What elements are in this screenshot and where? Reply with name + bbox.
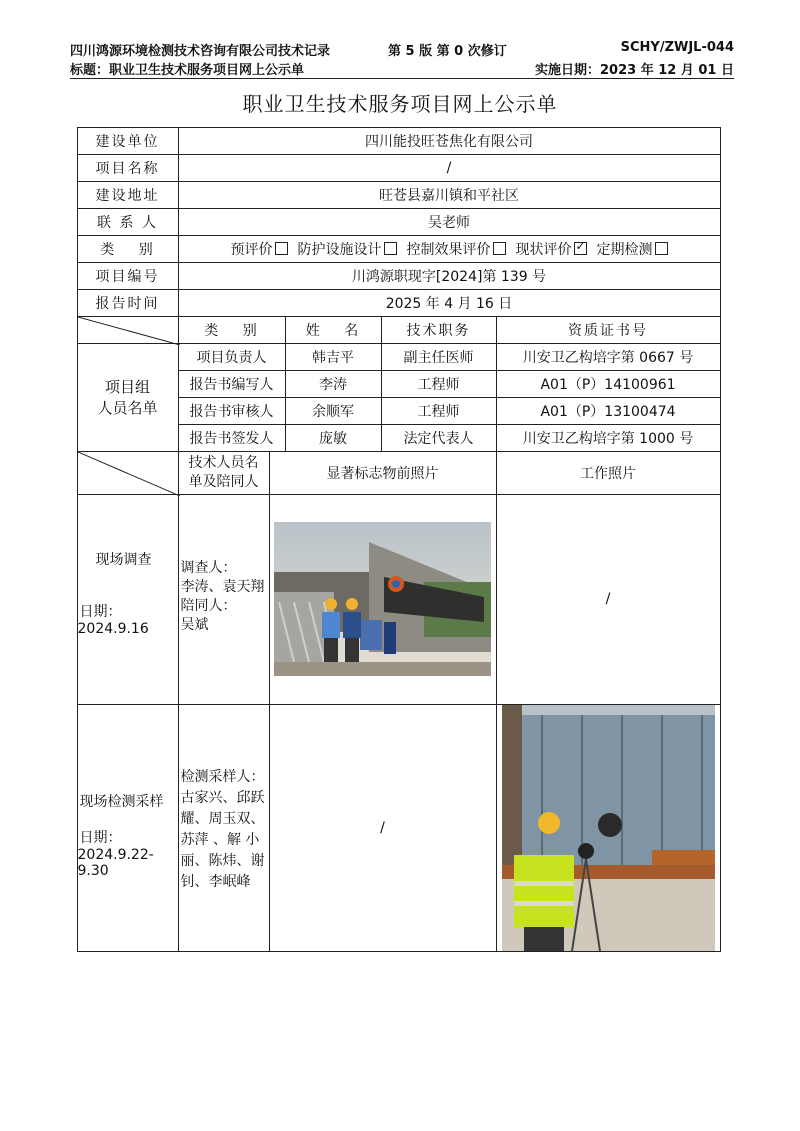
team-header-blank xyxy=(77,316,179,344)
survey-landmark-cell xyxy=(269,494,497,705)
type-options xyxy=(178,235,721,263)
member-cert: 川安卫乙构培字第 0667 号 xyxy=(496,343,721,371)
sampling-people-cell: 检测采样人： 古家兴、邱跃 耀、周玉双、 苏萍 、解 小 丽、陈炜、谢 钊、李岷峰 xyxy=(178,704,270,952)
unit-label: 建设单位 xyxy=(77,127,179,155)
team-label: 项目组 人员名单 xyxy=(77,343,179,452)
sampling-date-label: 日期： xyxy=(79,829,122,846)
photo-header-blank xyxy=(77,451,179,495)
sampling-landmark-photo: / xyxy=(269,704,497,952)
team-header-cert: 资质证书号 xyxy=(496,316,721,344)
survey-label: 现场调查 xyxy=(95,551,152,568)
photo-header-people: 技术人员名 单及陪同人 xyxy=(178,451,270,495)
type-option-periodic[interactable]: 定期检测 xyxy=(597,239,668,259)
survey-date: 2024.9.16 xyxy=(77,620,149,637)
survey-label-cell xyxy=(77,494,179,705)
sampling-work-cell xyxy=(496,704,721,952)
sampling-label-cell xyxy=(77,704,179,952)
member-name: 庞敏 xyxy=(285,424,382,452)
checked-checkbox-icon xyxy=(574,242,587,255)
name-label: 项目名称 xyxy=(77,154,179,182)
member-role: 报告书编写人 xyxy=(178,370,286,398)
member-role: 项目负责人 xyxy=(178,343,286,371)
checkbox-icon xyxy=(384,242,397,255)
member-role: 报告书签发人 xyxy=(178,424,286,452)
contact-label: 联 系 人 xyxy=(77,208,179,236)
sampling-label: 现场检测采样 xyxy=(79,793,164,810)
member-cert: A01（P）14100961 xyxy=(496,370,721,398)
checkbox-icon xyxy=(275,242,288,255)
disclosure-table xyxy=(77,127,720,952)
member-title: 工程师 xyxy=(381,397,497,425)
survey-work-photo: / xyxy=(496,494,721,705)
unit-value: 四川能投旺苍焦化有限公司 xyxy=(178,127,721,155)
diagonal-line xyxy=(78,317,180,345)
company-record: 四川鸿源环境检测技术咨询有限公司技术记录 xyxy=(70,44,331,59)
doc-header-line1 xyxy=(70,40,734,58)
project-no-label: 项目编号 xyxy=(77,262,179,290)
page-title: 职业卫生技术服务项目网上公示单 xyxy=(242,92,558,116)
type-option-pre[interactable]: 预评价 xyxy=(231,239,298,259)
team-header-title: 技术职务 xyxy=(381,316,497,344)
member-title: 工程师 xyxy=(381,370,497,398)
report-time-label: 报告时间 xyxy=(77,289,179,317)
member-name: 余顺军 xyxy=(285,397,382,425)
member-cert: A01（P）13100474 xyxy=(496,397,721,425)
doc-subject: 标题：职业卫生技术服务项目网上公示单 xyxy=(70,63,305,78)
team-header-role: 类 别 xyxy=(178,316,286,344)
effective-date: 实施日期：2023 年 12 月 01 日 xyxy=(535,63,734,78)
type-option-current[interactable]: 现状评价✓ xyxy=(516,239,597,259)
doc-header-line2 xyxy=(70,59,734,77)
checkbox-icon xyxy=(655,242,668,255)
type-option-design[interactable]: 防护设施设计 xyxy=(298,239,407,259)
name-value: / xyxy=(178,154,721,182)
member-name: 韩吉平 xyxy=(285,343,382,371)
address-label: 建设地址 xyxy=(77,181,179,209)
team-header-name: 姓 名 xyxy=(285,316,382,344)
project-no-value: 川鸿源职现字[2024]第 139 号 xyxy=(178,262,721,290)
header-rule xyxy=(70,78,734,79)
photo-header-work: 工作照片 xyxy=(496,451,721,495)
type-label: 类 别 xyxy=(77,235,179,263)
doc-code: SCHY/ZWJL-044 xyxy=(620,40,734,55)
diagonal-line xyxy=(78,452,180,496)
landmark-photo xyxy=(274,522,491,676)
type-option-control[interactable]: 控制效果评价 xyxy=(407,239,516,259)
survey-people-cell: 调查人： 李涛、袁天翔 陪同人： 吴斌 xyxy=(178,494,270,705)
version-label: 第 5 版 第 0 次修订 xyxy=(388,44,507,59)
survey-date-label: 日期： xyxy=(79,603,122,620)
work-photo xyxy=(502,705,715,951)
photo-header-landmark: 显著标志物前照片 xyxy=(269,451,497,495)
member-name: 李涛 xyxy=(285,370,382,398)
sampling-date: 2024.9.22-9.30 xyxy=(77,846,154,879)
contact-value: 吴老师 xyxy=(178,208,721,236)
member-title: 法定代表人 xyxy=(381,424,497,452)
member-role: 报告书审核人 xyxy=(178,397,286,425)
member-title: 副主任医师 xyxy=(381,343,497,371)
report-time-value: 2025 年 4 月 16 日 xyxy=(178,289,721,317)
checkbox-icon xyxy=(493,242,506,255)
member-cert: 川安卫乙构培字第 1000 号 xyxy=(496,424,721,452)
address-value: 旺苍县嘉川镇和平社区 xyxy=(178,181,721,209)
